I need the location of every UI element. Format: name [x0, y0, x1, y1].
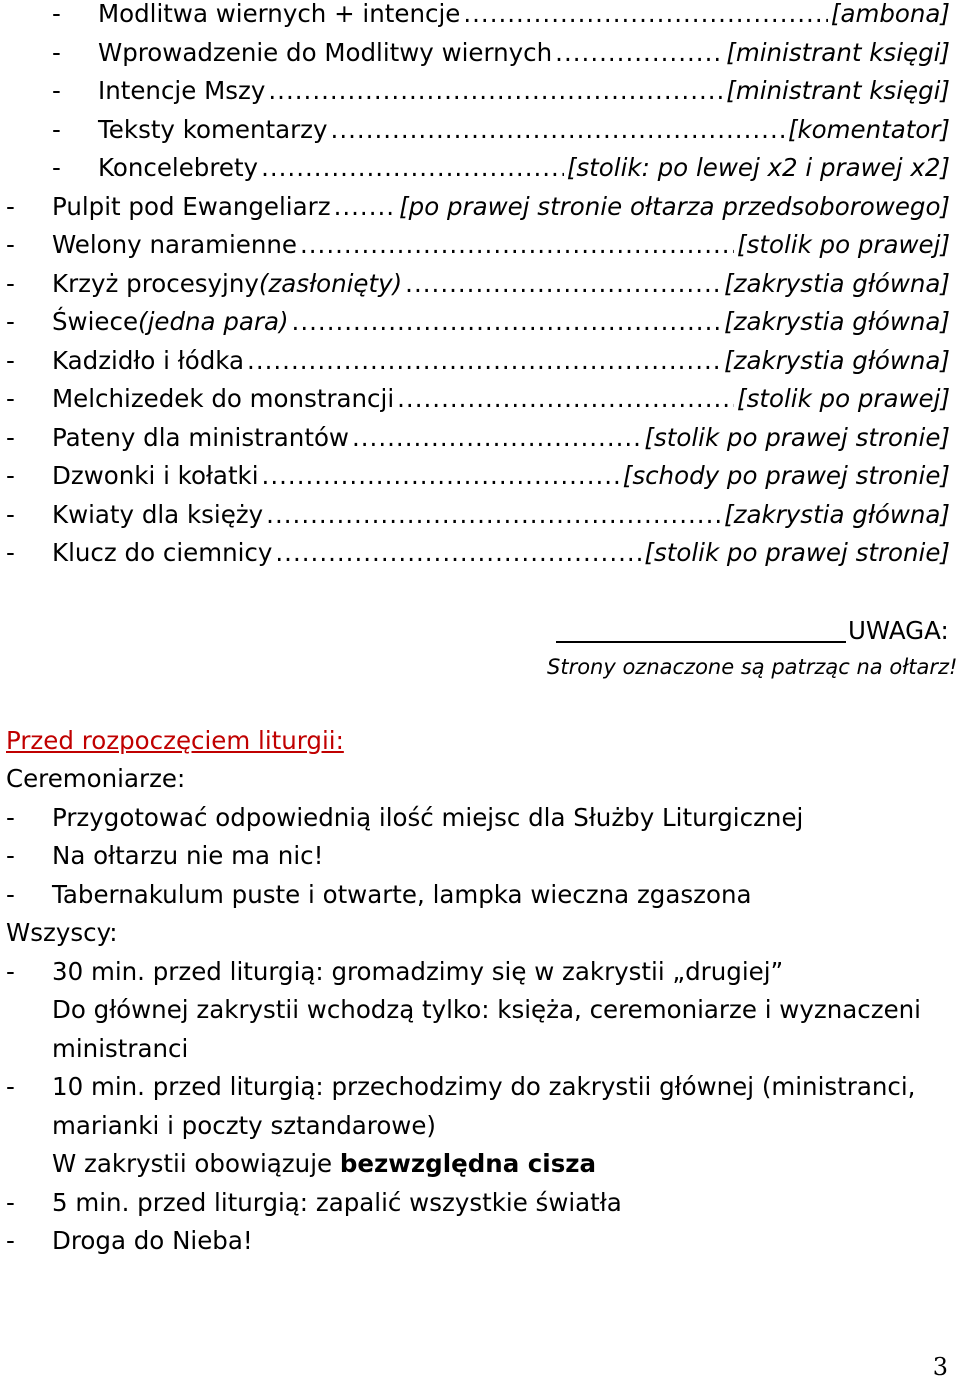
equipment-label-note: (zasłonięty) — [258, 268, 403, 298]
equipment-label: Świece — [52, 307, 139, 336]
equipment-location: [ministrant księgi] — [726, 76, 950, 105]
leader-dots — [352, 419, 641, 457]
equipment-location: [stolik: po lewej x2 i prawej x2] — [566, 153, 950, 182]
leader-dots — [397, 380, 734, 418]
list-item-continuation: ministranci — [52, 1034, 189, 1063]
leader-dots — [555, 34, 723, 72]
list-dash: - — [6, 307, 15, 336]
equipment-label: Intencje Mszy — [98, 76, 266, 105]
page-number: 3 — [932, 1353, 948, 1381]
equipment-label: Welony naramienne — [52, 230, 297, 259]
wszyscy-label: Wszyscy: — [6, 918, 118, 947]
list-dash: - — [6, 230, 15, 259]
leader-dots — [266, 496, 721, 534]
list-item-continuation: Do głównej zakrystii wchodzą tylko: księża, ceremoniarze i wyznaczeni — [52, 995, 921, 1024]
leader-dots — [334, 188, 397, 226]
leader-dots — [331, 111, 785, 149]
equipment-label: Teksty komentarzy — [98, 114, 328, 144]
equipment-row — [52, 0, 950, 33]
list-item-continuation: marianki i poczty sztandarowe) — [52, 1111, 436, 1140]
leader-dots — [405, 265, 721, 303]
list-item: - Na ołtarzu nie ma nic! — [6, 841, 324, 870]
list-dash: - — [6, 422, 15, 452]
equipment-row — [6, 534, 950, 572]
equipment-location: [po prawej stronie ołtarza przedsoborowego] — [399, 191, 950, 221]
leader-dots — [261, 149, 564, 187]
equipment-row — [6, 380, 950, 418]
equipment-location: [zakrystia główna] — [724, 307, 950, 336]
list-item: - 30 min. przed liturgią: gromadzimy się w zakrystii „drugiej” — [6, 957, 784, 986]
leader-dots — [268, 72, 723, 110]
list-dash: - — [52, 153, 61, 182]
notice-title: UWAGA: — [848, 616, 949, 645]
list-dash: - — [6, 191, 15, 221]
emphasis-text: bezwzględna cisza — [339, 1149, 597, 1178]
section-heading: Przed rozpoczęciem liturgii: — [6, 726, 344, 755]
equipment-location: [zakrystia główna] — [724, 345, 950, 375]
leader-dots — [463, 0, 828, 33]
equipment-location: [stolik po prawej stronie] — [644, 422, 950, 452]
leader-dots — [247, 342, 721, 380]
equipment-location: [stolik po prawej] — [737, 230, 950, 259]
equipment-location: [schody po prawej stronie] — [622, 461, 950, 490]
list-dash: - — [6, 384, 15, 413]
equipment-location: [stolik po prawej stronie] — [644, 538, 950, 567]
equipment-label: Kadzidło i łódka — [52, 345, 245, 375]
equipment-label: Wprowadzenie do Modlitwy wiernych — [98, 37, 553, 67]
equipment-location: [zakrystia główna] — [724, 268, 950, 298]
equipment-label: Melchizedek do monstrancji — [52, 384, 395, 413]
list-item: - Przygotować odpowiednią ilość miejsc dla Służby Liturgicznej — [6, 803, 804, 832]
equipment-label: Modlitwa wiernych + intencje — [98, 0, 461, 28]
list-dash: - — [52, 0, 61, 28]
leader-dots — [292, 303, 722, 341]
leader-dots — [300, 226, 734, 264]
equipment-row — [6, 265, 950, 303]
list-item-continuation: W zakrystii obowiązuje bezwzględna cisza — [52, 1149, 597, 1178]
list-item: - 10 min. przed liturgią: przechodzimy do zakrystii głównej (ministranci, — [6, 1072, 916, 1101]
list-dash: - — [6, 499, 15, 529]
notice-text: Strony oznaczone są patrząc na ołtarz! — [547, 655, 958, 679]
leader-dots — [275, 534, 641, 572]
list-dash: - — [6, 461, 15, 490]
list-dash: - — [52, 76, 61, 105]
ceremoniarze-label: Ceremoniarze: — [6, 764, 186, 793]
notice-rule — [556, 641, 846, 643]
equipment-label: Klucz do ciemnicy — [52, 538, 273, 567]
list-item: - 5 min. przed liturgią: zapalić wszystkie światła — [6, 1188, 622, 1217]
list-dash: - — [52, 37, 61, 67]
equipment-label: Koncelebrety — [98, 153, 259, 182]
equipment-row — [6, 303, 950, 341]
equipment-location: [ministrant księgi] — [726, 37, 950, 67]
list-item: - Droga do Nieba! — [6, 1226, 253, 1255]
list-dash: - — [6, 538, 15, 567]
equipment-row — [6, 188, 950, 226]
equipment-row — [6, 496, 950, 534]
equipment-location: [komentator] — [787, 114, 950, 144]
list-dash: - — [52, 114, 61, 144]
equipment-row — [6, 457, 950, 495]
equipment-location: [zakrystia główna] — [724, 499, 950, 529]
equipment-label: Kwiaty dla księży — [52, 499, 264, 529]
equipment-row — [52, 111, 950, 149]
equipment-location: [stolik po prawej] — [737, 384, 950, 413]
list-dash: - — [6, 345, 15, 375]
equipment-label: Krzyż procesyjny — [52, 268, 259, 298]
equipment-row — [52, 149, 950, 187]
list-item: - Tabernakulum puste i otwarte, lampka wieczna zgaszona — [6, 880, 752, 909]
equipment-row — [52, 34, 950, 72]
equipment-label: Pulpit pod Ewangeliarz — [52, 191, 331, 221]
equipment-label: Pateny dla ministrantów — [52, 422, 349, 452]
equipment-row — [6, 342, 950, 380]
equipment-row — [6, 226, 950, 264]
equipment-row — [6, 419, 950, 457]
equipment-row — [52, 72, 950, 110]
leader-dots — [262, 457, 620, 495]
equipment-label: Dzwonki i kołatki — [52, 461, 259, 490]
equipment-label-note: (jedna para) — [138, 307, 289, 336]
list-dash: - — [6, 268, 15, 298]
equipment-location: [ambona] — [830, 0, 950, 28]
